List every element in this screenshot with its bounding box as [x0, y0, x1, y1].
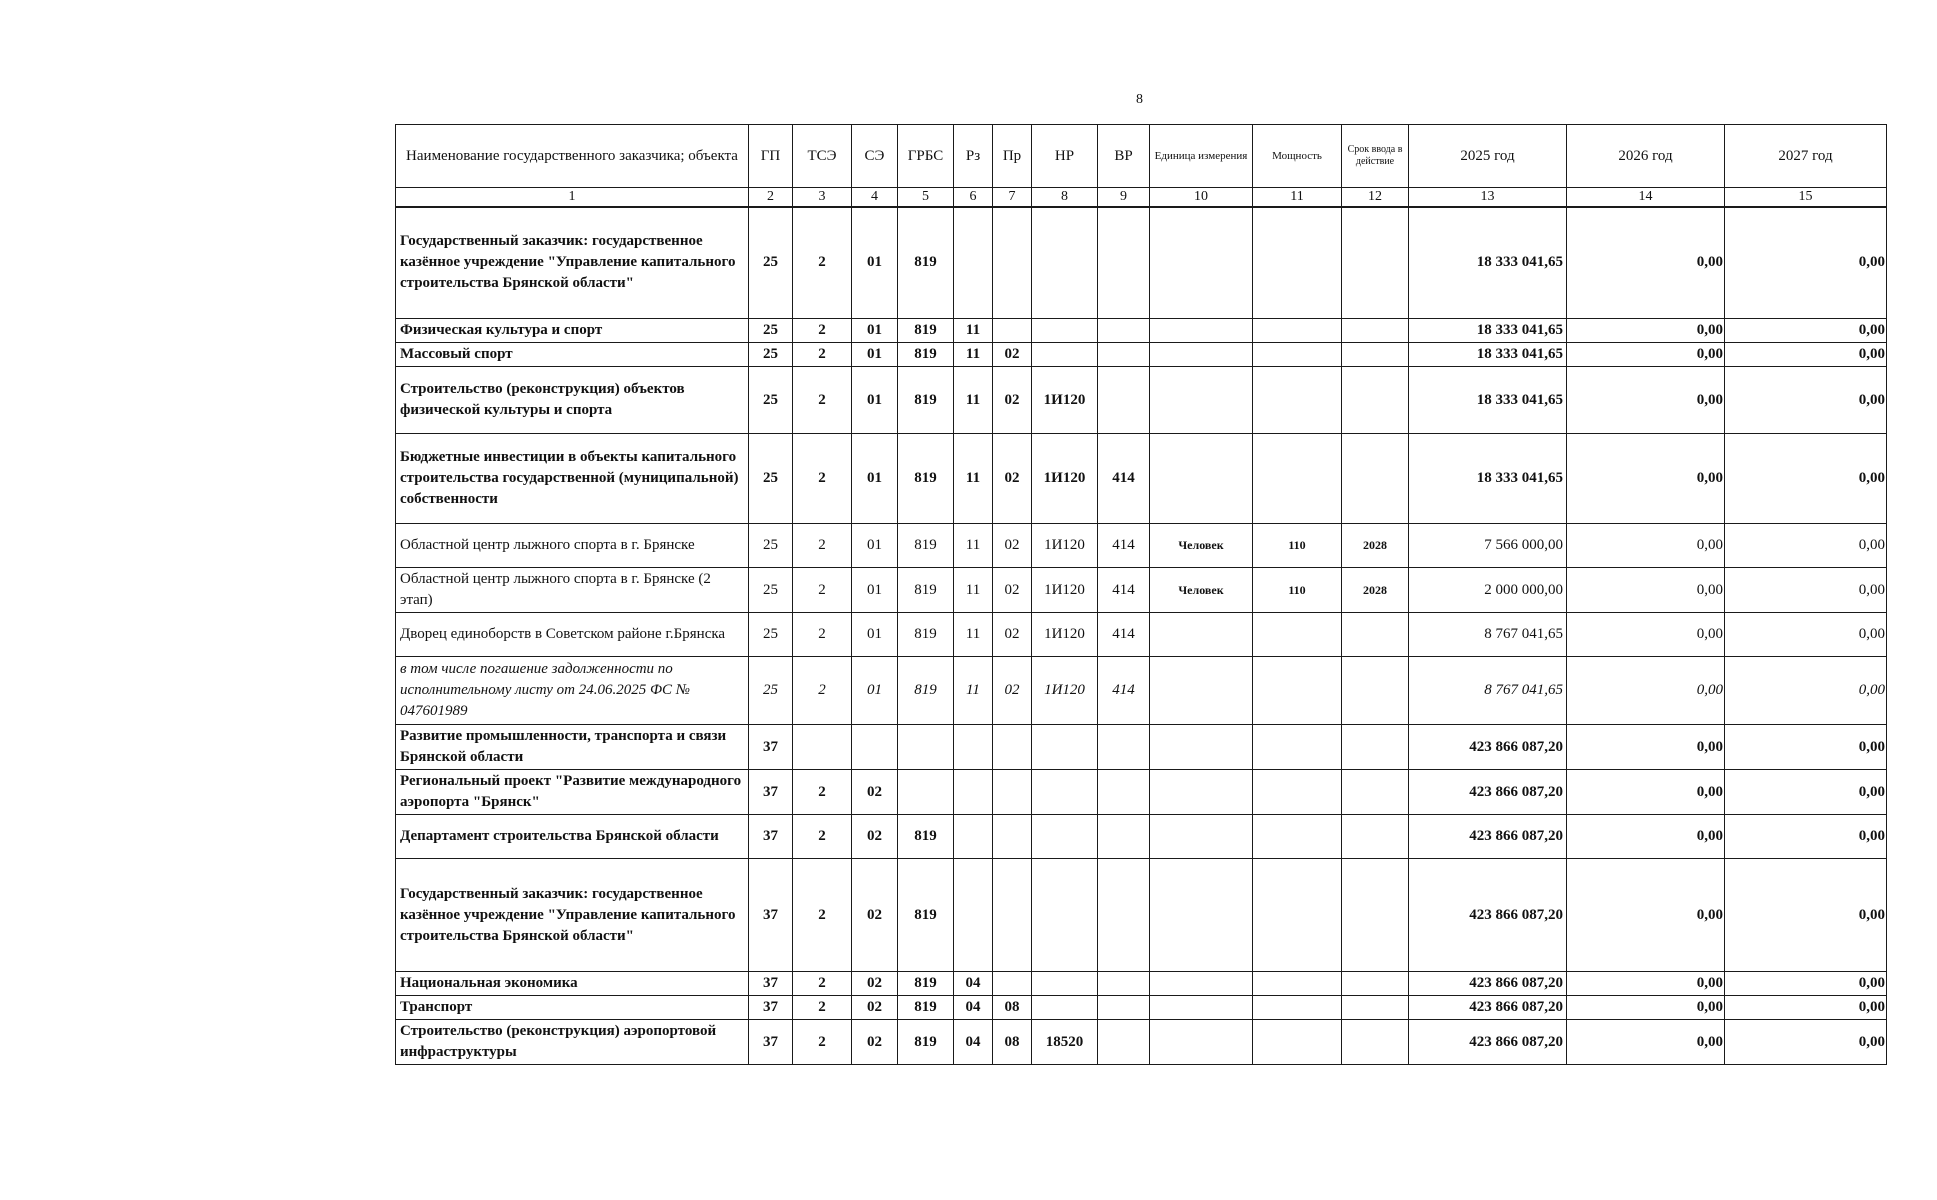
gp-cell: 25 — [749, 367, 793, 434]
pr-cell — [993, 972, 1032, 996]
table-row — [396, 1020, 1887, 1065]
header-unit: Единица измерения — [1150, 125, 1253, 188]
se-cell: 02 — [852, 972, 898, 996]
table-row — [396, 434, 1887, 524]
pr-cell: 02 — [993, 613, 1032, 657]
pr-cell: 02 — [993, 524, 1032, 568]
amount-2027-cell: 0,00 — [1725, 725, 1887, 770]
amount-2027-cell: 0,00 — [1725, 568, 1887, 613]
grbs-cell: 819 — [898, 996, 954, 1020]
nr-cell — [1032, 770, 1098, 815]
gp-cell: 37 — [749, 859, 793, 972]
se-cell: 01 — [852, 207, 898, 319]
pr-cell: 02 — [993, 343, 1032, 367]
tse-cell: 2 — [793, 1020, 852, 1065]
se-cell: 02 — [852, 770, 898, 815]
header-2027: 2027 год — [1725, 125, 1887, 188]
row-name-cell: в том числе погашение задолженности по исполнительному листу от 24.06.2025 ФС № 047601989 — [396, 657, 749, 725]
gp-cell: 37 — [749, 815, 793, 859]
grbs-cell: 819 — [898, 524, 954, 568]
unit-cell — [1150, 434, 1253, 524]
amount-2026-cell: 0,00 — [1567, 367, 1725, 434]
term-cell — [1342, 972, 1409, 996]
pr-cell — [993, 859, 1032, 972]
term-cell — [1342, 343, 1409, 367]
power-cell — [1253, 343, 1342, 367]
power-cell — [1253, 725, 1342, 770]
gp-cell: 37 — [749, 770, 793, 815]
nr-cell — [1032, 859, 1098, 972]
column-number: 6 — [954, 188, 993, 207]
vr-cell — [1098, 725, 1150, 770]
nr-cell — [1032, 972, 1098, 996]
nr-cell: 1И120 — [1032, 434, 1098, 524]
header-nr: НР — [1032, 125, 1098, 188]
amount-2026-cell: 0,00 — [1567, 343, 1725, 367]
term-cell: 2028 — [1342, 568, 1409, 613]
se-cell: 01 — [852, 524, 898, 568]
column-number: 10 — [1150, 188, 1253, 207]
amount-2026-cell: 0,00 — [1567, 613, 1725, 657]
unit-cell — [1150, 815, 1253, 859]
row-name-cell: Региональный проект "Развитие международного аэропорта "Брянск" — [396, 770, 749, 815]
gp-cell: 25 — [749, 524, 793, 568]
nr-cell — [1032, 319, 1098, 343]
gp-cell: 25 — [749, 657, 793, 725]
tse-cell: 2 — [793, 343, 852, 367]
table-body — [396, 207, 1887, 1065]
unit-cell — [1150, 996, 1253, 1020]
rz-cell: 11 — [954, 613, 993, 657]
column-number: 3 — [793, 188, 852, 207]
rz-cell: 11 — [954, 657, 993, 725]
nr-cell: 1И120 — [1032, 657, 1098, 725]
vr-cell — [1098, 207, 1150, 319]
unit-cell — [1150, 1020, 1253, 1065]
row-name-cell: Департамент строительства Брянской области — [396, 815, 749, 859]
term-cell — [1342, 367, 1409, 434]
power-cell — [1253, 859, 1342, 972]
rz-cell: 11 — [954, 568, 993, 613]
power-cell: 110 — [1253, 568, 1342, 613]
term-cell — [1342, 725, 1409, 770]
rz-cell: 11 — [954, 434, 993, 524]
column-number: 12 — [1342, 188, 1409, 207]
grbs-cell: 819 — [898, 859, 954, 972]
amount-2026-cell: 0,00 — [1567, 319, 1725, 343]
column-number: 11 — [1253, 188, 1342, 207]
amount-2025-cell: 8 767 041,65 — [1409, 657, 1567, 725]
grbs-cell: 819 — [898, 613, 954, 657]
grbs-cell: 819 — [898, 1020, 954, 1065]
term-cell — [1342, 859, 1409, 972]
unit-cell — [1150, 613, 1253, 657]
amount-2026-cell: 0,00 — [1567, 657, 1725, 725]
grbs-cell: 819 — [898, 434, 954, 524]
unit-cell — [1150, 367, 1253, 434]
se-cell: 01 — [852, 613, 898, 657]
tse-cell: 2 — [793, 434, 852, 524]
gp-cell: 25 — [749, 207, 793, 319]
power-cell — [1253, 996, 1342, 1020]
se-cell: 01 — [852, 657, 898, 725]
amount-2026-cell: 0,00 — [1567, 524, 1725, 568]
gp-cell: 37 — [749, 996, 793, 1020]
amount-2027-cell: 0,00 — [1725, 319, 1887, 343]
amount-2026-cell: 0,00 — [1567, 434, 1725, 524]
amount-2026-cell: 0,00 — [1567, 996, 1725, 1020]
pr-cell — [993, 319, 1032, 343]
header-term: Срок ввода в действие — [1342, 125, 1409, 188]
rz-cell: 04 — [954, 972, 993, 996]
gp-cell: 25 — [749, 343, 793, 367]
amount-2026-cell: 0,00 — [1567, 972, 1725, 996]
term-cell — [1342, 613, 1409, 657]
power-cell — [1253, 972, 1342, 996]
power-cell — [1253, 319, 1342, 343]
amount-2025-cell: 18 333 041,65 — [1409, 343, 1567, 367]
row-name-cell: Государственный заказчик: государственное казённое учреждение "Управление капитального строительства Брянской области" — [396, 207, 749, 319]
grbs-cell: 819 — [898, 319, 954, 343]
amount-2025-cell: 423 866 087,20 — [1409, 815, 1567, 859]
amount-2027-cell: 0,00 — [1725, 207, 1887, 319]
table-row — [396, 657, 1887, 725]
table-row — [396, 568, 1887, 613]
vr-cell — [1098, 343, 1150, 367]
tse-cell: 2 — [793, 770, 852, 815]
tse-cell: 2 — [793, 657, 852, 725]
header-2025: 2025 год — [1409, 125, 1567, 188]
nr-cell — [1032, 996, 1098, 1020]
rz-cell — [954, 859, 993, 972]
pr-cell: 08 — [993, 1020, 1032, 1065]
pr-cell — [993, 725, 1032, 770]
row-name-cell: Массовый спорт — [396, 343, 749, 367]
amount-2027-cell: 0,00 — [1725, 859, 1887, 972]
power-cell — [1253, 367, 1342, 434]
row-name-cell: Строительство (реконструкция) объектов физической культуры и спорта — [396, 367, 749, 434]
tse-cell: 2 — [793, 996, 852, 1020]
column-number: 4 — [852, 188, 898, 207]
row-name-cell: Транспорт — [396, 996, 749, 1020]
amount-2025-cell: 7 566 000,00 — [1409, 524, 1567, 568]
amount-2026-cell: 0,00 — [1567, 815, 1725, 859]
row-name-cell: Государственный заказчик: государственное казённое учреждение "Управление капитального строительства Брянской области" — [396, 859, 749, 972]
amount-2025-cell: 18 333 041,65 — [1409, 319, 1567, 343]
power-cell — [1253, 770, 1342, 815]
table-row — [396, 972, 1887, 996]
se-cell — [852, 725, 898, 770]
grbs-cell — [898, 725, 954, 770]
header-gp: ГП — [749, 125, 793, 188]
vr-cell — [1098, 319, 1150, 343]
table-row — [396, 770, 1887, 815]
amount-2026-cell: 0,00 — [1567, 207, 1725, 319]
table-row — [396, 815, 1887, 859]
amount-2026-cell: 0,00 — [1567, 725, 1725, 770]
gp-cell: 25 — [749, 613, 793, 657]
amount-2027-cell: 0,00 — [1725, 657, 1887, 725]
amount-2026-cell: 0,00 — [1567, 770, 1725, 815]
column-number: 1 — [396, 188, 749, 207]
amount-2027-cell: 0,00 — [1725, 972, 1887, 996]
se-cell: 01 — [852, 319, 898, 343]
grbs-cell: 819 — [898, 815, 954, 859]
nr-cell: 18520 — [1032, 1020, 1098, 1065]
header-tse: ТСЭ — [793, 125, 852, 188]
header-2026: 2026 год — [1567, 125, 1725, 188]
table-row — [396, 859, 1887, 972]
header-se: СЭ — [852, 125, 898, 188]
term-cell — [1342, 1020, 1409, 1065]
nr-cell — [1032, 725, 1098, 770]
pr-cell — [993, 770, 1032, 815]
power-cell: 110 — [1253, 524, 1342, 568]
column-number: 9 — [1098, 188, 1150, 207]
pr-cell: 08 — [993, 996, 1032, 1020]
nr-cell: 1И120 — [1032, 613, 1098, 657]
se-cell: 01 — [852, 568, 898, 613]
amount-2027-cell: 0,00 — [1725, 1020, 1887, 1065]
row-name-cell: Развитие промышленности, транспорта и связи Брянской области — [396, 725, 749, 770]
power-cell — [1253, 434, 1342, 524]
tse-cell: 2 — [793, 207, 852, 319]
nr-cell — [1032, 207, 1098, 319]
amount-2027-cell: 0,00 — [1725, 434, 1887, 524]
amount-2025-cell: 423 866 087,20 — [1409, 996, 1567, 1020]
unit-cell — [1150, 657, 1253, 725]
se-cell: 01 — [852, 434, 898, 524]
pr-cell: 02 — [993, 568, 1032, 613]
term-cell: 2028 — [1342, 524, 1409, 568]
row-name-cell: Строительство (реконструкция) аэропортовой инфраструктуры — [396, 1020, 749, 1065]
se-cell: 02 — [852, 859, 898, 972]
term-cell — [1342, 815, 1409, 859]
row-name-cell: Бюджетные инвестиции в объекты капитального строительства государственной (муниципальной) собственности — [396, 434, 749, 524]
header-rz: Рз — [954, 125, 993, 188]
table-row — [396, 725, 1887, 770]
gp-cell: 25 — [749, 434, 793, 524]
unit-cell — [1150, 859, 1253, 972]
header-grbs: ГРБС — [898, 125, 954, 188]
header-name: Наименование государственного заказчика; объекта — [396, 125, 749, 188]
column-number: 2 — [749, 188, 793, 207]
power-cell — [1253, 815, 1342, 859]
term-cell — [1342, 657, 1409, 725]
vr-cell: 414 — [1098, 657, 1150, 725]
vr-cell — [1098, 770, 1150, 815]
row-name-cell: Дворец единоборств в Советском районе г.Брянска — [396, 613, 749, 657]
tse-cell: 2 — [793, 524, 852, 568]
amount-2025-cell: 8 767 041,65 — [1409, 613, 1567, 657]
tse-cell: 2 — [793, 568, 852, 613]
pr-cell: 02 — [993, 434, 1032, 524]
vr-cell: 414 — [1098, 524, 1150, 568]
grbs-cell: 819 — [898, 343, 954, 367]
pr-cell — [993, 207, 1032, 319]
rz-cell: 11 — [954, 343, 993, 367]
budget-table-container — [395, 124, 1886, 1065]
row-name-cell: Областной центр лыжного спорта в г. Брянске — [396, 524, 749, 568]
nr-cell: 1И120 — [1032, 367, 1098, 434]
tse-cell: 2 — [793, 319, 852, 343]
amount-2027-cell: 0,00 — [1725, 367, 1887, 434]
power-cell — [1253, 207, 1342, 319]
nr-cell — [1032, 343, 1098, 367]
vr-cell — [1098, 815, 1150, 859]
vr-cell — [1098, 972, 1150, 996]
unit-cell: Человек — [1150, 524, 1253, 568]
term-cell — [1342, 319, 1409, 343]
amount-2027-cell: 0,00 — [1725, 613, 1887, 657]
amount-2027-cell: 0,00 — [1725, 815, 1887, 859]
unit-cell — [1150, 972, 1253, 996]
grbs-cell: 819 — [898, 568, 954, 613]
unit-cell: Человек — [1150, 568, 1253, 613]
term-cell — [1342, 770, 1409, 815]
table-row — [396, 524, 1887, 568]
table-row — [396, 319, 1887, 343]
amount-2025-cell: 423 866 087,20 — [1409, 1020, 1567, 1065]
power-cell — [1253, 657, 1342, 725]
header-power: Мощность — [1253, 125, 1342, 188]
se-cell: 02 — [852, 996, 898, 1020]
nr-cell: 1И120 — [1032, 524, 1098, 568]
gp-cell: 25 — [749, 568, 793, 613]
amount-2025-cell: 18 333 041,65 — [1409, 207, 1567, 319]
amount-2025-cell: 423 866 087,20 — [1409, 725, 1567, 770]
column-number: 5 — [898, 188, 954, 207]
amount-2026-cell: 0,00 — [1567, 568, 1725, 613]
amount-2027-cell: 0,00 — [1725, 524, 1887, 568]
term-cell — [1342, 207, 1409, 319]
rz-cell: 11 — [954, 524, 993, 568]
unit-cell — [1150, 319, 1253, 343]
amount-2025-cell: 423 866 087,20 — [1409, 859, 1567, 972]
amount-2025-cell: 18 333 041,65 — [1409, 367, 1567, 434]
tse-cell: 2 — [793, 815, 852, 859]
rz-cell — [954, 770, 993, 815]
tse-cell: 2 — [793, 859, 852, 972]
tse-cell: 2 — [793, 367, 852, 434]
column-number: 8 — [1032, 188, 1098, 207]
table-row — [396, 613, 1887, 657]
amount-2027-cell: 0,00 — [1725, 996, 1887, 1020]
rz-cell: 04 — [954, 1020, 993, 1065]
se-cell: 02 — [852, 1020, 898, 1065]
amount-2026-cell: 0,00 — [1567, 859, 1725, 972]
tse-cell: 2 — [793, 972, 852, 996]
se-cell: 01 — [852, 343, 898, 367]
vr-cell: 414 — [1098, 568, 1150, 613]
grbs-cell: 819 — [898, 207, 954, 319]
unit-cell — [1150, 207, 1253, 319]
pr-cell: 02 — [993, 367, 1032, 434]
vr-cell: 414 — [1098, 613, 1150, 657]
header-vr: ВР — [1098, 125, 1150, 188]
amount-2025-cell: 423 866 087,20 — [1409, 770, 1567, 815]
vr-cell — [1098, 367, 1150, 434]
table-row — [396, 343, 1887, 367]
column-number-row — [396, 188, 1887, 207]
gp-cell: 25 — [749, 319, 793, 343]
amount-2025-cell: 423 866 087,20 — [1409, 972, 1567, 996]
power-cell — [1253, 1020, 1342, 1065]
table-row — [396, 207, 1887, 319]
unit-cell — [1150, 725, 1253, 770]
gp-cell: 37 — [749, 972, 793, 996]
se-cell: 02 — [852, 815, 898, 859]
column-number: 13 — [1409, 188, 1567, 207]
table-row — [396, 996, 1887, 1020]
column-number: 14 — [1567, 188, 1725, 207]
row-name-cell: Областной центр лыжного спорта в г. Брянске (2 этап) — [396, 568, 749, 613]
vr-cell — [1098, 1020, 1150, 1065]
vr-cell — [1098, 859, 1150, 972]
tse-cell — [793, 725, 852, 770]
nr-cell — [1032, 815, 1098, 859]
term-cell — [1342, 996, 1409, 1020]
se-cell: 01 — [852, 367, 898, 434]
page-number: 8 — [1136, 92, 1143, 107]
grbs-cell: 819 — [898, 367, 954, 434]
grbs-cell: 819 — [898, 972, 954, 996]
vr-cell: 414 — [1098, 434, 1150, 524]
rz-cell: 04 — [954, 996, 993, 1020]
amount-2025-cell: 18 333 041,65 — [1409, 434, 1567, 524]
pr-cell: 02 — [993, 657, 1032, 725]
power-cell — [1253, 613, 1342, 657]
grbs-cell — [898, 770, 954, 815]
term-cell — [1342, 434, 1409, 524]
rz-cell — [954, 815, 993, 859]
column-number: 7 — [993, 188, 1032, 207]
rz-cell — [954, 207, 993, 319]
pr-cell — [993, 815, 1032, 859]
amount-2027-cell: 0,00 — [1725, 770, 1887, 815]
vr-cell — [1098, 996, 1150, 1020]
amount-2026-cell: 0,00 — [1567, 1020, 1725, 1065]
unit-cell — [1150, 343, 1253, 367]
unit-cell — [1150, 770, 1253, 815]
amount-2025-cell: 2 000 000,00 — [1409, 568, 1567, 613]
rz-cell: 11 — [954, 319, 993, 343]
row-name-cell: Физическая культура и спорт — [396, 319, 749, 343]
column-number: 15 — [1725, 188, 1887, 207]
row-name-cell: Национальная экономика — [396, 972, 749, 996]
header-pr: Пр — [993, 125, 1032, 188]
rz-cell: 11 — [954, 367, 993, 434]
budget-table — [395, 124, 1887, 1065]
gp-cell: 37 — [749, 725, 793, 770]
grbs-cell: 819 — [898, 657, 954, 725]
rz-cell — [954, 725, 993, 770]
header-row — [396, 125, 1887, 188]
table-row — [396, 367, 1887, 434]
gp-cell: 37 — [749, 1020, 793, 1065]
tse-cell: 2 — [793, 613, 852, 657]
nr-cell: 1И120 — [1032, 568, 1098, 613]
amount-2027-cell: 0,00 — [1725, 343, 1887, 367]
